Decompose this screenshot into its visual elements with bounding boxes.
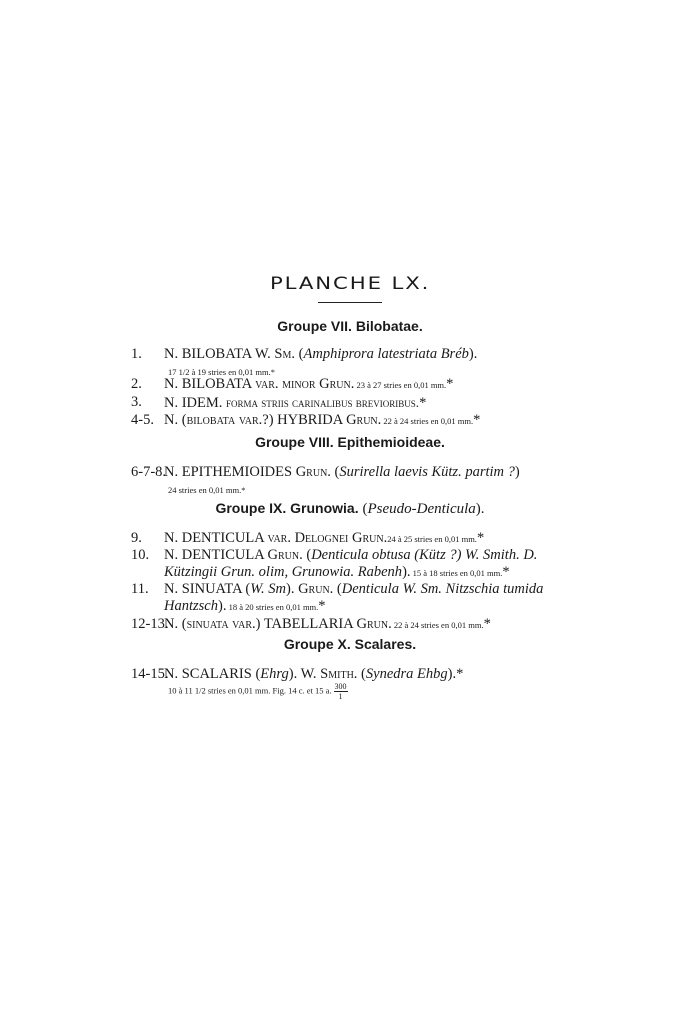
entry-text: N. DENTICULA var. Delognei Grun.24 à 25 stries en 0,01 mm.*	[164, 530, 485, 546]
group-heading-vii: Groupe VII. Bilobatae.	[277, 318, 423, 334]
entry-text: N. DENTICULA Grun. (Denticula obtusa (Kütz ?) W. Smith. D.	[164, 547, 538, 563]
entry-text: N. SINUATA (W. Sm). Grun. (Denticula W. Sm. Nitzschia tumida	[164, 581, 544, 597]
entry-number: 11.	[131, 581, 149, 597]
entry-note: 17 1/2 à 19 stries en 0,01 mm.*	[168, 367, 275, 377]
entry-number: 9.	[131, 530, 142, 546]
entry-text-continued: Kützingii Grun. olim, Grunowia. Rabenh). 15 à 18 stries en 0,01 mm.*	[164, 564, 510, 580]
entry-number: 10.	[131, 547, 150, 563]
entry-number: 4-5.	[131, 412, 154, 428]
title-divider	[318, 302, 382, 303]
entry-text: N. (sinuata var.) TABELLARIA Grun. 22 à 24 stries en 0,01 mm.*	[164, 616, 491, 632]
entry-text: N. EPITHEMIOIDES Grun. (Surirella laevis Kütz. partim ?)	[164, 464, 520, 480]
magnification-fraction: $\frac{300}{1}$	[334, 682, 347, 701]
group-heading-x: Groupe X. Scalares.	[283, 636, 417, 652]
entry-text: N. BILOBATA W. Sm. (Amphiprora latestriata Bréb).	[164, 346, 478, 362]
entry-text: N. (bilobata var.?) HYBRIDA Grun. 22 à 24 stries en 0,01 mm.*	[164, 412, 481, 428]
entry-number: 12-13.	[131, 616, 169, 632]
entry-text: N. BILOBATA var. minor Grun. 23 à 27 stries en 0,01 mm.*	[164, 376, 454, 392]
entry-number: 14-15.	[131, 666, 169, 682]
entry-note: 10 à 11 1/2 stries en 0,01 mm. Fig. 14 c. et 15 a. $\frac{300}{1}$	[168, 682, 347, 701]
entry-text-continued: Hantzsch). 18 à 20 stries en 0,01 mm.*	[164, 598, 326, 614]
group-heading-ix: Groupe IX. Grunowia. (Pseudo-Denticula).	[215, 500, 485, 517]
entry-number: 3.	[131, 394, 142, 410]
entry-number: 2.	[131, 376, 142, 392]
entry-number: 1.	[131, 346, 142, 362]
plate-title: PLANCHE LX.	[269, 274, 431, 294]
entry-note: 24 stries en 0,01 mm.*	[168, 485, 246, 495]
group-heading-viii: Groupe VIII. Epithemioideae.	[255, 434, 445, 450]
entry-text: N. IDEM. forma striis carinalibus brevioribus.*	[164, 395, 427, 411]
entry-text: N. SCALARIS (Ehrg). W. Smith. (Synedra Ehbg).*	[164, 666, 464, 682]
entry-number: 6-7-8.	[131, 464, 167, 480]
